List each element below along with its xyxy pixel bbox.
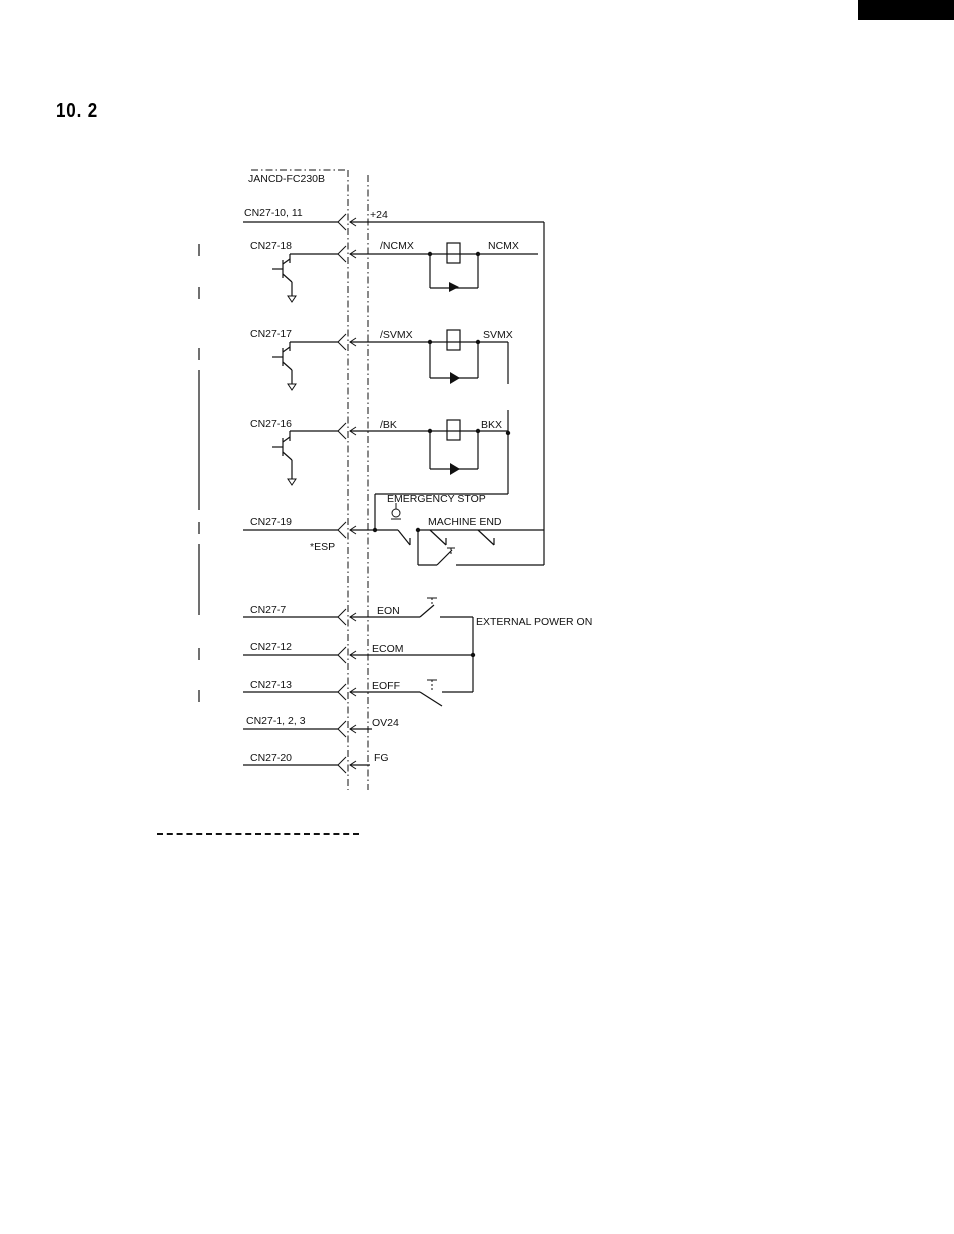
- signal-label: EON: [377, 605, 400, 617]
- pin-label: CN27-16: [250, 418, 293, 430]
- external-power-switches: [420, 598, 475, 706]
- pin-label: CN27-12: [250, 641, 293, 653]
- signal-label: FG: [374, 752, 389, 764]
- signal-label: +24: [370, 209, 388, 221]
- board-boundary: [251, 170, 368, 790]
- transistor-ncmx: [272, 254, 338, 302]
- machine-end-switch: [418, 530, 544, 565]
- relay-output-label: NCMX: [488, 240, 519, 252]
- plug-chevrons: [350, 218, 356, 769]
- board-boundary-legend-line: [157, 833, 359, 835]
- board-name: JANCD-FC230B: [248, 173, 326, 185]
- pin-label: CN27-17: [250, 328, 293, 340]
- pin-label: CN27-1, 2, 3: [246, 715, 306, 727]
- signal-label: ECOM: [372, 643, 404, 655]
- signal-label: /SVMX: [380, 329, 413, 341]
- relay-svmx: [428, 330, 480, 384]
- signal-label: /BK: [380, 419, 397, 431]
- pin-label: CN27-19: [250, 516, 293, 528]
- pin-label: CN27-7: [250, 604, 287, 616]
- connector-chevrons: [338, 214, 346, 773]
- relay-ncmx: [428, 243, 480, 292]
- signal-label: OV24: [372, 717, 399, 729]
- emergency-stop-label: EMERGENCY STOP: [387, 493, 486, 505]
- relay-output-label: SVMX: [483, 329, 513, 341]
- pin-label: CN27-20: [250, 752, 293, 764]
- section-number: 10. 2: [56, 100, 99, 122]
- machine-end-label: MACHINE END: [428, 516, 502, 528]
- signal-label: EOFF: [372, 680, 400, 692]
- signal-label: *ESP: [310, 541, 336, 553]
- transistor-svmx: [272, 342, 338, 390]
- external-power-on-label: EXTERNAL POWER ON: [476, 616, 593, 628]
- relay-output-label: BKX: [481, 419, 503, 431]
- signal-label: /NCMX: [380, 240, 414, 252]
- pin-label: CN27-13: [250, 679, 293, 691]
- pin-label: CN27-18: [250, 240, 293, 252]
- transistor-bk: [272, 431, 338, 485]
- pin-label: CN27-10, 11: [244, 207, 303, 219]
